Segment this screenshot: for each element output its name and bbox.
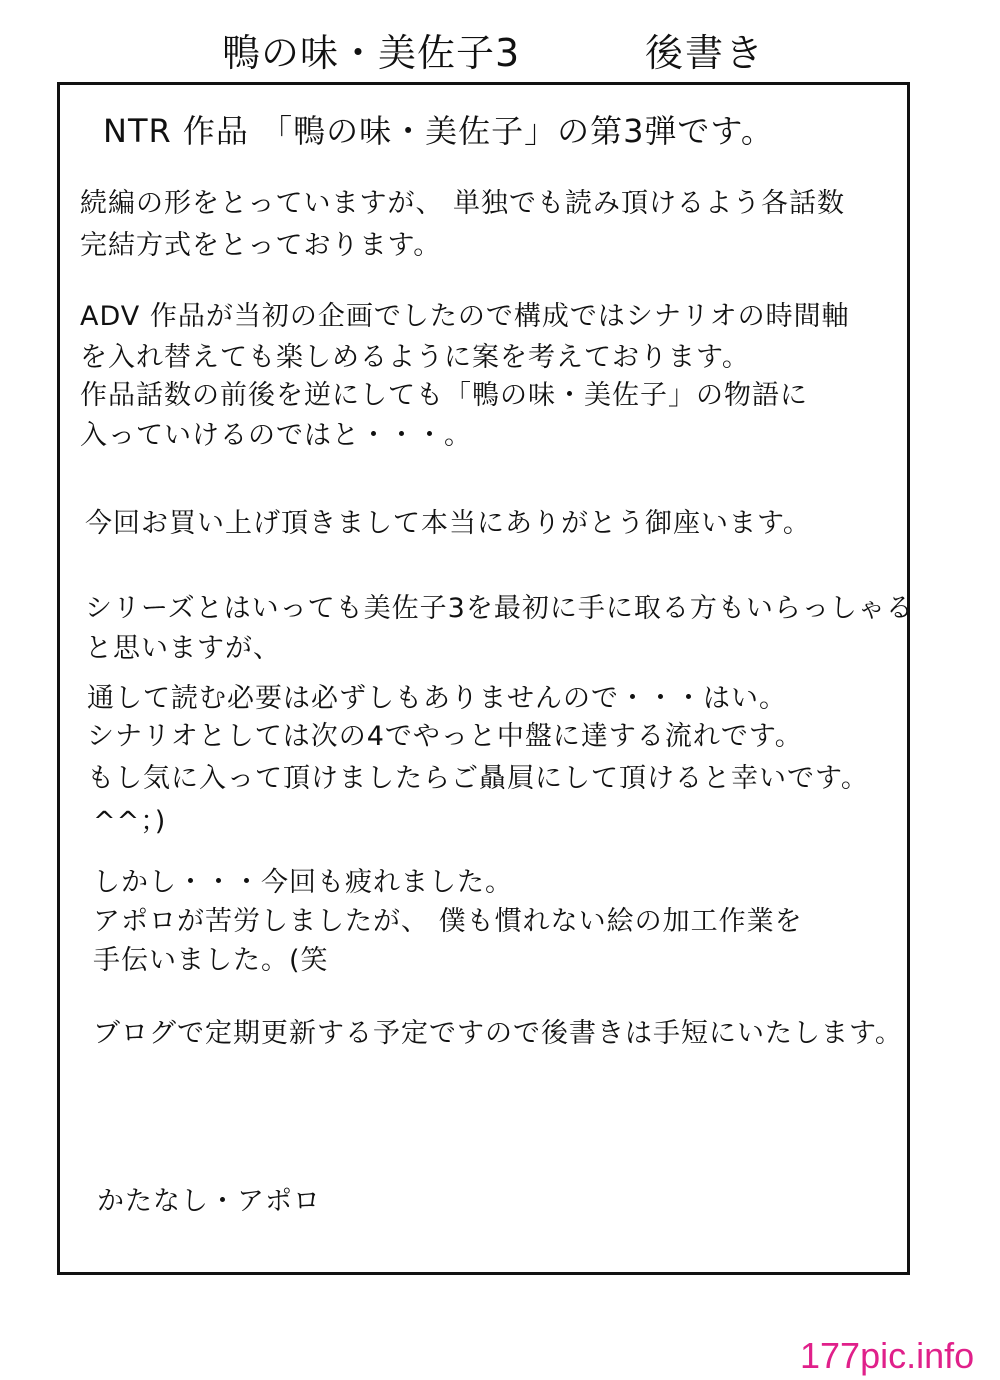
paragraph-line: 入っていけるのではと・・・。 bbox=[80, 420, 472, 451]
document-title: 鴨の味・美佐子3 bbox=[222, 31, 521, 75]
paragraph-line: もし気に入って頂けましたらご贔屓にして頂けると幸いです。 bbox=[87, 763, 869, 794]
paragraph-line: シナリオとしては次の4でやっと中盤に達する流れです。 bbox=[87, 721, 803, 752]
signature: かたなし・アポロ bbox=[97, 1186, 321, 1217]
watermark-link[interactable]: 177pic.info bbox=[800, 1335, 975, 1376]
paragraph-line: ブログで定期更新する予定ですので後書きは手短にいたします。 bbox=[93, 1018, 903, 1049]
paragraph-line: 完結方式をとっております。 bbox=[80, 230, 442, 261]
paragraph-line: 通して読む必要は必ずしもありませんので・・・はい。 bbox=[87, 683, 787, 714]
page-header bbox=[0, 22, 1000, 75]
paragraph-line: 作品話数の前後を逆にしても「鴨の味・美佐子」の物語に bbox=[80, 380, 808, 411]
emoticon-line: ^^；) bbox=[93, 806, 167, 837]
afterword-heading: 後書き bbox=[645, 31, 766, 75]
paragraph-line: 今回お買い上げ頂きまして本当にありがとう御座います。 bbox=[85, 508, 811, 539]
paragraph-line: アポロが苦労しましたが、 僕も慣れない絵の加工作業を bbox=[93, 906, 803, 937]
paragraph-line: シリーズとはいっても美佐子3を最初に手に取る方もいらっしゃる bbox=[85, 593, 914, 624]
lead-line: NTR 作品 「鴨の味・美佐子」の第3弾です。 bbox=[103, 112, 774, 150]
paragraph-line: しかし・・・今回も疲れました。 bbox=[93, 867, 513, 898]
paragraph-line: ADV 作品が当初の企画でしたので構成ではシナリオの時間軸 bbox=[80, 301, 850, 332]
afterword-box bbox=[57, 82, 914, 1275]
paragraph-line: と思いますが、 bbox=[85, 633, 281, 664]
paragraph-line: 続編の形をとっていますが、 単独でも読み頂けるよう各話数 bbox=[80, 188, 846, 219]
paragraph-line: を入れ替えても楽しめるように案を考えております。 bbox=[80, 342, 750, 373]
paragraph-line: 手伝いました。(笑 bbox=[93, 945, 329, 976]
